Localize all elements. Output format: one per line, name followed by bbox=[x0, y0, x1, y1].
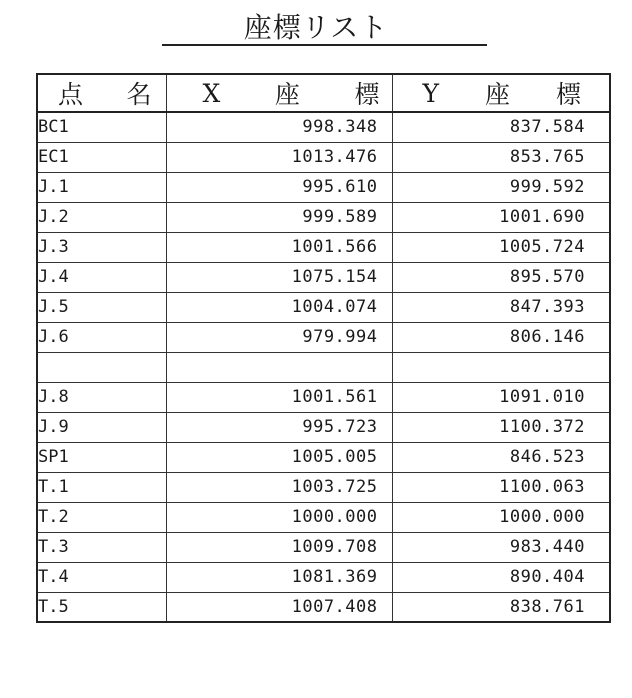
y-coordinate-cell: 999.592 bbox=[392, 172, 610, 202]
x-coordinate-cell: 995.610 bbox=[166, 172, 392, 202]
point-name-cell: T.4 bbox=[37, 562, 166, 592]
y-coordinate-cell: 1100.372 bbox=[392, 412, 610, 442]
y-coordinate-cell: 837.584 bbox=[392, 112, 610, 142]
header-x-letter: X bbox=[202, 78, 221, 108]
header-x-coordinate bbox=[166, 74, 392, 112]
header-y-char-2: 標 bbox=[555, 80, 581, 109]
point-name-cell: EC1 bbox=[37, 142, 166, 172]
table-row bbox=[37, 142, 610, 172]
header-point-name-char-2: 名 bbox=[126, 80, 152, 109]
y-coordinate-cell: 890.404 bbox=[392, 562, 610, 592]
x-coordinate-cell: 1013.476 bbox=[166, 142, 392, 172]
table-row-empty bbox=[37, 352, 610, 382]
x-coordinate-cell: 1007.408 bbox=[166, 592, 392, 622]
table-row bbox=[37, 592, 610, 622]
x-coordinate-cell bbox=[166, 352, 392, 382]
point-name-cell: J.6 bbox=[37, 322, 166, 352]
table-row bbox=[37, 562, 610, 592]
x-coordinate-cell: 999.589 bbox=[166, 202, 392, 232]
table-row bbox=[37, 232, 610, 262]
point-name-cell: T.1 bbox=[37, 472, 166, 502]
header-x-char-1: 座 bbox=[274, 80, 300, 109]
y-coordinate-cell: 1091.010 bbox=[392, 382, 610, 412]
point-name-cell bbox=[37, 352, 166, 382]
y-coordinate-cell: 846.523 bbox=[392, 442, 610, 472]
y-coordinate-cell: 806.146 bbox=[392, 322, 610, 352]
point-name-cell: T.3 bbox=[37, 532, 166, 562]
header-y-letter: Y bbox=[422, 78, 440, 108]
header-row bbox=[37, 74, 610, 112]
coordinate-table bbox=[36, 73, 611, 623]
point-name-cell: J.9 bbox=[37, 412, 166, 442]
x-coordinate-cell: 1004.074 bbox=[166, 292, 392, 322]
y-coordinate-cell: 895.570 bbox=[392, 262, 610, 292]
header-y-coordinate bbox=[392, 74, 610, 112]
table-row bbox=[37, 202, 610, 232]
table-row bbox=[37, 502, 610, 532]
x-coordinate-cell: 1000.000 bbox=[166, 502, 392, 532]
y-coordinate-cell: 1000.000 bbox=[392, 502, 610, 532]
page-title: 座標リスト bbox=[243, 11, 389, 44]
table-row bbox=[37, 442, 610, 472]
y-coordinate-cell: 983.440 bbox=[392, 532, 610, 562]
y-coordinate-cell: 1100.063 bbox=[392, 472, 610, 502]
x-coordinate-cell: 1003.725 bbox=[166, 472, 392, 502]
table-row bbox=[37, 472, 610, 502]
x-coordinate-cell: 1075.154 bbox=[166, 262, 392, 292]
y-coordinate-cell: 1005.724 bbox=[392, 232, 610, 262]
table-row bbox=[37, 412, 610, 442]
point-name-cell: J.5 bbox=[37, 292, 166, 322]
table-row bbox=[37, 382, 610, 412]
point-name-cell: J.8 bbox=[37, 382, 166, 412]
table-row bbox=[37, 292, 610, 322]
x-coordinate-cell: 1009.708 bbox=[166, 532, 392, 562]
point-name-cell: J.3 bbox=[37, 232, 166, 262]
point-name-cell: J.2 bbox=[37, 202, 166, 232]
y-coordinate-cell: 1001.690 bbox=[392, 202, 610, 232]
point-name-cell: T.5 bbox=[37, 592, 166, 622]
header-x-char-2: 標 bbox=[354, 80, 380, 109]
y-coordinate-cell: 847.393 bbox=[392, 292, 610, 322]
table-row bbox=[37, 112, 610, 142]
point-name-cell: T.2 bbox=[37, 502, 166, 532]
point-name-cell: J.4 bbox=[37, 262, 166, 292]
header-point-name-char-1: 点 bbox=[58, 80, 84, 109]
y-coordinate-cell: 838.761 bbox=[392, 592, 610, 622]
header-y-char-1: 座 bbox=[484, 80, 510, 109]
point-name-cell: BC1 bbox=[37, 112, 166, 142]
table-row bbox=[37, 322, 610, 352]
x-coordinate-cell: 1001.561 bbox=[166, 382, 392, 412]
point-name-cell: SP1 bbox=[37, 442, 166, 472]
point-name-cell: J.1 bbox=[37, 172, 166, 202]
header-point-name bbox=[37, 74, 166, 112]
table-row bbox=[37, 172, 610, 202]
x-coordinate-cell: 995.723 bbox=[166, 412, 392, 442]
title-underline bbox=[162, 44, 487, 46]
table-row bbox=[37, 532, 610, 562]
x-coordinate-cell: 998.348 bbox=[166, 112, 392, 142]
y-coordinate-cell: 853.765 bbox=[392, 142, 610, 172]
x-coordinate-cell: 1081.369 bbox=[166, 562, 392, 592]
y-coordinate-cell bbox=[392, 352, 610, 382]
table-row bbox=[37, 262, 610, 292]
x-coordinate-cell: 979.994 bbox=[166, 322, 392, 352]
x-coordinate-cell: 1001.566 bbox=[166, 232, 392, 262]
x-coordinate-cell: 1005.005 bbox=[166, 442, 392, 472]
